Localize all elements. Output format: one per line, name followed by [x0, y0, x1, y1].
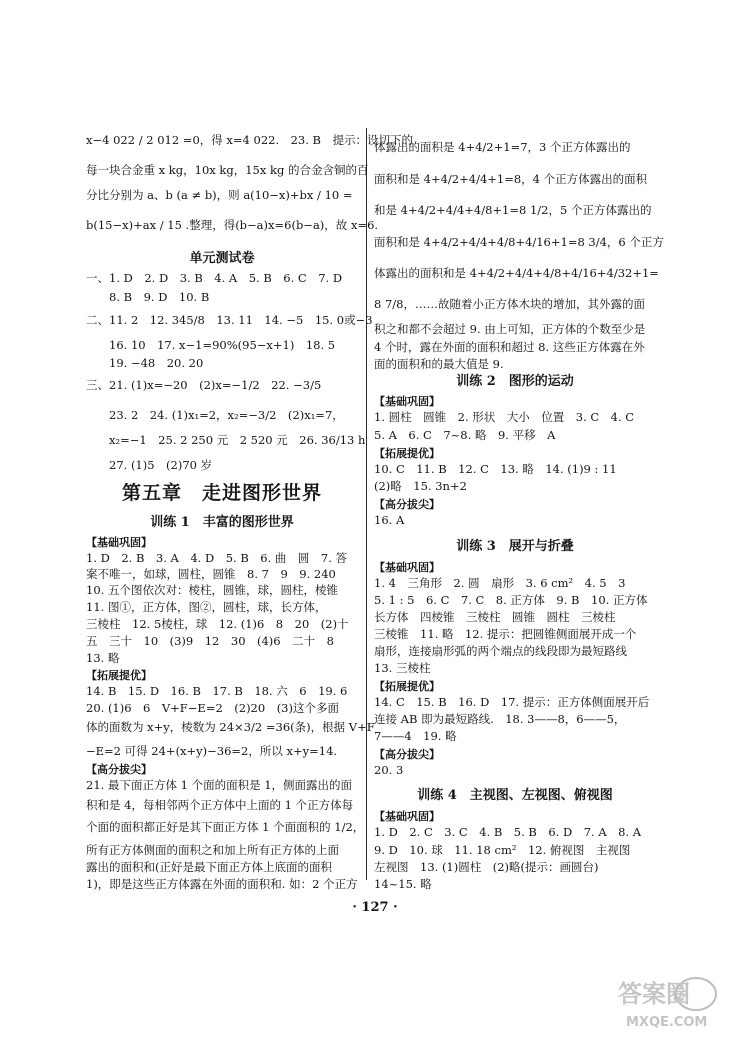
unit-answer-line: 16. 10 17. x−1=90%(95−x+1) 18. 5 [86, 338, 336, 352]
training1-section-tag: 【基础巩固】 [86, 536, 152, 549]
training4-line: 14~15. 略 [374, 877, 432, 891]
answer-line: 8 7/8，……故随着小正方体木块的增加，其外露的面 [374, 297, 645, 311]
training1-line: 案不唯一，如球，圆柱，圆锥 8. 7 9 9. 240 [86, 567, 336, 581]
training2-line: 1. 圆柱 圆锥 2. 形状 大小 位置 3. C 4. C [374, 410, 635, 424]
training2-section-tag: 【基础巩固】 [374, 395, 440, 408]
training1-line: 三棱柱 12. 5棱柱，球 12. (1)6 8 20 (2)十 [86, 617, 349, 631]
training3-line: 20. 3 [374, 763, 404, 777]
training-1-heading: 训练 1 丰富的图形世界 [150, 515, 294, 530]
training3-section-tag: 【基础巩固】 [374, 561, 440, 574]
training1-line: 五 三十 10 (3)9 12 30 (4)6 二十 8 [86, 634, 334, 648]
training1-line: 1. D 2. B 3. A 4. D 5. B 6. 曲 圆 7. 答 [86, 551, 348, 565]
training3-line: 三棱锥 11. 略 12. 提示：把圆锥侧面展开成一个 [374, 627, 637, 641]
unit-answer-line: 三、21. (1)x=−20 (2)x=−1/2 22. −3/5 [86, 378, 322, 392]
answer-line: 每一块合金重 x kg，10x kg，15x kg 的合金含铜的百 [86, 163, 369, 177]
training1-line: 露出的面积和(正好是最下面正方体上底面的面积 [86, 860, 332, 874]
training3-section-tag: 【拓展提优】 [374, 680, 440, 693]
answer-line: x−4 022 / 2 012 =0，得 x=4 022. 23. B 提示：设切下的 [86, 133, 414, 147]
answer-line: b(15−x)+ax / 15 .整理，得(b−a)x=6(b−a)，故 x=6. [86, 218, 379, 232]
training1-section-tag: 【拓展提优】 [86, 669, 152, 682]
answer-line: 积之和都不会超过 9. 由上可知，正方体的个数至少是 [374, 322, 646, 336]
training1-line: 个面的面积都正好是其下面正方体 1 个面面积的 1/2， [86, 820, 365, 834]
training1-line: −E=2 可得 24+(x+y)−36=2，所以 x+y=14. [86, 744, 338, 758]
training3-line: 1. 4 三角形 2. 圆 扇形 3. 6 cm² 4. 5 3 [374, 576, 626, 590]
training4-line: 左视图 13. (1)圆柱 (2)略(提示：画圆台) [374, 860, 599, 874]
answer-line: 4 个时，露在外面的面积和超过 8. 这些正方体露在外 [374, 340, 645, 354]
training2-section-tag: 【拓展提优】 [374, 447, 440, 460]
page-number: · 127 · [352, 900, 398, 915]
answer-line: 面积和是 4+4/2+4/4+4/8+4/16+1=8 3/4，6 个正方 [374, 235, 664, 249]
unit-answer-line: 一、1. D 2. D 3. B 4. A 5. B 6. C 7. D [86, 271, 343, 285]
unit-answer-line: 二、11. 2 12. 345/8 13. 11 14. −5 15. 0或−3 [86, 313, 373, 327]
training2-section-tag: 【高分拔尖】 [374, 498, 440, 511]
training2-line: (2)略 15. 3n+2 [374, 479, 467, 493]
training-3-heading: 训练 3 展开与折叠 [456, 539, 574, 554]
answer-line: 面的面积和的最大值是 9. [374, 357, 504, 371]
training2-line: 10. C 11. B 12. C 13. 略 14. (1)9 : 11 [374, 462, 617, 476]
training-4-heading: 训练 4 主视图、左视图、俯视图 [417, 788, 613, 803]
watermark-top: 答案圈 [618, 980, 690, 1008]
chapter-title: 第五章 走进图形世界 [121, 482, 322, 504]
training1-line: 11. 图①，正方体，图②，圆柱，球，长方体， [86, 600, 327, 614]
training3-line: 5. 1 : 5 6. C 7. C 8. 正方体 9. B 10. 正方体 [374, 593, 648, 607]
training1-line: 10. 五个图依次对：棱柱，圆锥，球，圆柱，棱锥 [86, 583, 338, 597]
unit-answer-line: 23. 2 24. (1)x₁=2，x₂=−3/2 (2)x₁=7， [86, 408, 344, 422]
training3-line: 7——4 19. 略 [374, 729, 457, 743]
training4-section-tag: 【基础巩固】 [374, 810, 440, 823]
training2-line: 5. A 6. C 7~8. 略 9. 平移 A [374, 428, 556, 442]
unit-answer-line: 19. −48 20. 20 [86, 356, 204, 370]
training-2-heading: 训练 2 图形的运动 [456, 374, 574, 389]
unit-answer-line: 27. (1)5 (2)70 岁 [86, 458, 213, 472]
answer-line: 和是 4+4/2+4/4+4/8+1=8 1/2，5 个正方体露出的 [374, 203, 652, 217]
training4-line: 1. D 2. C 3. C 4. B 5. B 6. D 7. A 8. A [374, 825, 642, 839]
training1-line: 积和是 4，每相邻两个正方体中上面的 1 个正方体每 [86, 798, 354, 812]
answer-line: 面积和是 4+4/2+4/4+1=8，4 个正方体露出的面积 [374, 172, 648, 186]
training1-line: 1)，即是这些正方体露在外面的面积和. 如：2 个正方 [86, 877, 358, 891]
column-divider [366, 128, 367, 880]
answer-line: 体露出的面积是 4+4/2+1=7，3 个正方体露出的 [374, 140, 631, 154]
training1-line: 20. (1)6 6 V+F−E=2 (2)20 (3)这个多面 [86, 701, 339, 715]
training3-line: 13. 三棱柱 [374, 661, 431, 675]
unit-test-heading: 单元测试卷 [189, 251, 255, 266]
unit-answer-line: x₂=−1 25. 2 250 元 2 520 元 26. 36/13 h [86, 433, 366, 447]
training1-section-tag: 【高分拔尖】 [86, 763, 152, 776]
watermark-bottom: MXQE.COM [626, 1015, 708, 1030]
training3-line: 长方体 四棱锥 三棱柱 圆锥 圆柱 三棱柱 [374, 610, 616, 624]
training3-section-tag: 【高分拔尖】 [374, 748, 440, 761]
training1-line: 13. 略 [86, 651, 120, 665]
training1-line: 14. B 15. D 16. B 17. B 18. 六 6 19. 6 [86, 684, 348, 698]
training4-line: 9. D 10. 球 11. 18 cm² 12. 俯视图 主视图 [374, 843, 631, 857]
training3-line: 扇形，连接扇形弧的两个端点的线段即为最短路线 [374, 644, 627, 658]
training1-line: 体的面数为 x+y，棱数为 24×3/2 =36(条)，根据 V+F [86, 720, 375, 734]
unit-answer-line: 8. B 9. D 10. B [86, 290, 210, 304]
watermark-logo [612, 972, 732, 1032]
training3-line: 14. C 15. B 16. D 17. 提示：正方体侧面展开后 [374, 695, 650, 709]
answer-line: 分比分别为 a、b (a ≠ b)，则 a(10−x)+bx / 10 = [86, 188, 353, 202]
answer-line: 体露出的面积和是 4+4/2+4/4+4/8+4/16+4/32+1= [374, 266, 659, 280]
training2-line: 16. A [374, 513, 405, 527]
training1-line: 所有正方体侧面的面积之和加上所有正方体的上面 [86, 843, 339, 857]
training3-line: 连接 AB 即为最短路线. 18. 3——8，6——5， [374, 712, 626, 726]
training1-line: 21. 最下面正方体 1 个面的面积是 1，侧面露出的面 [86, 778, 353, 792]
